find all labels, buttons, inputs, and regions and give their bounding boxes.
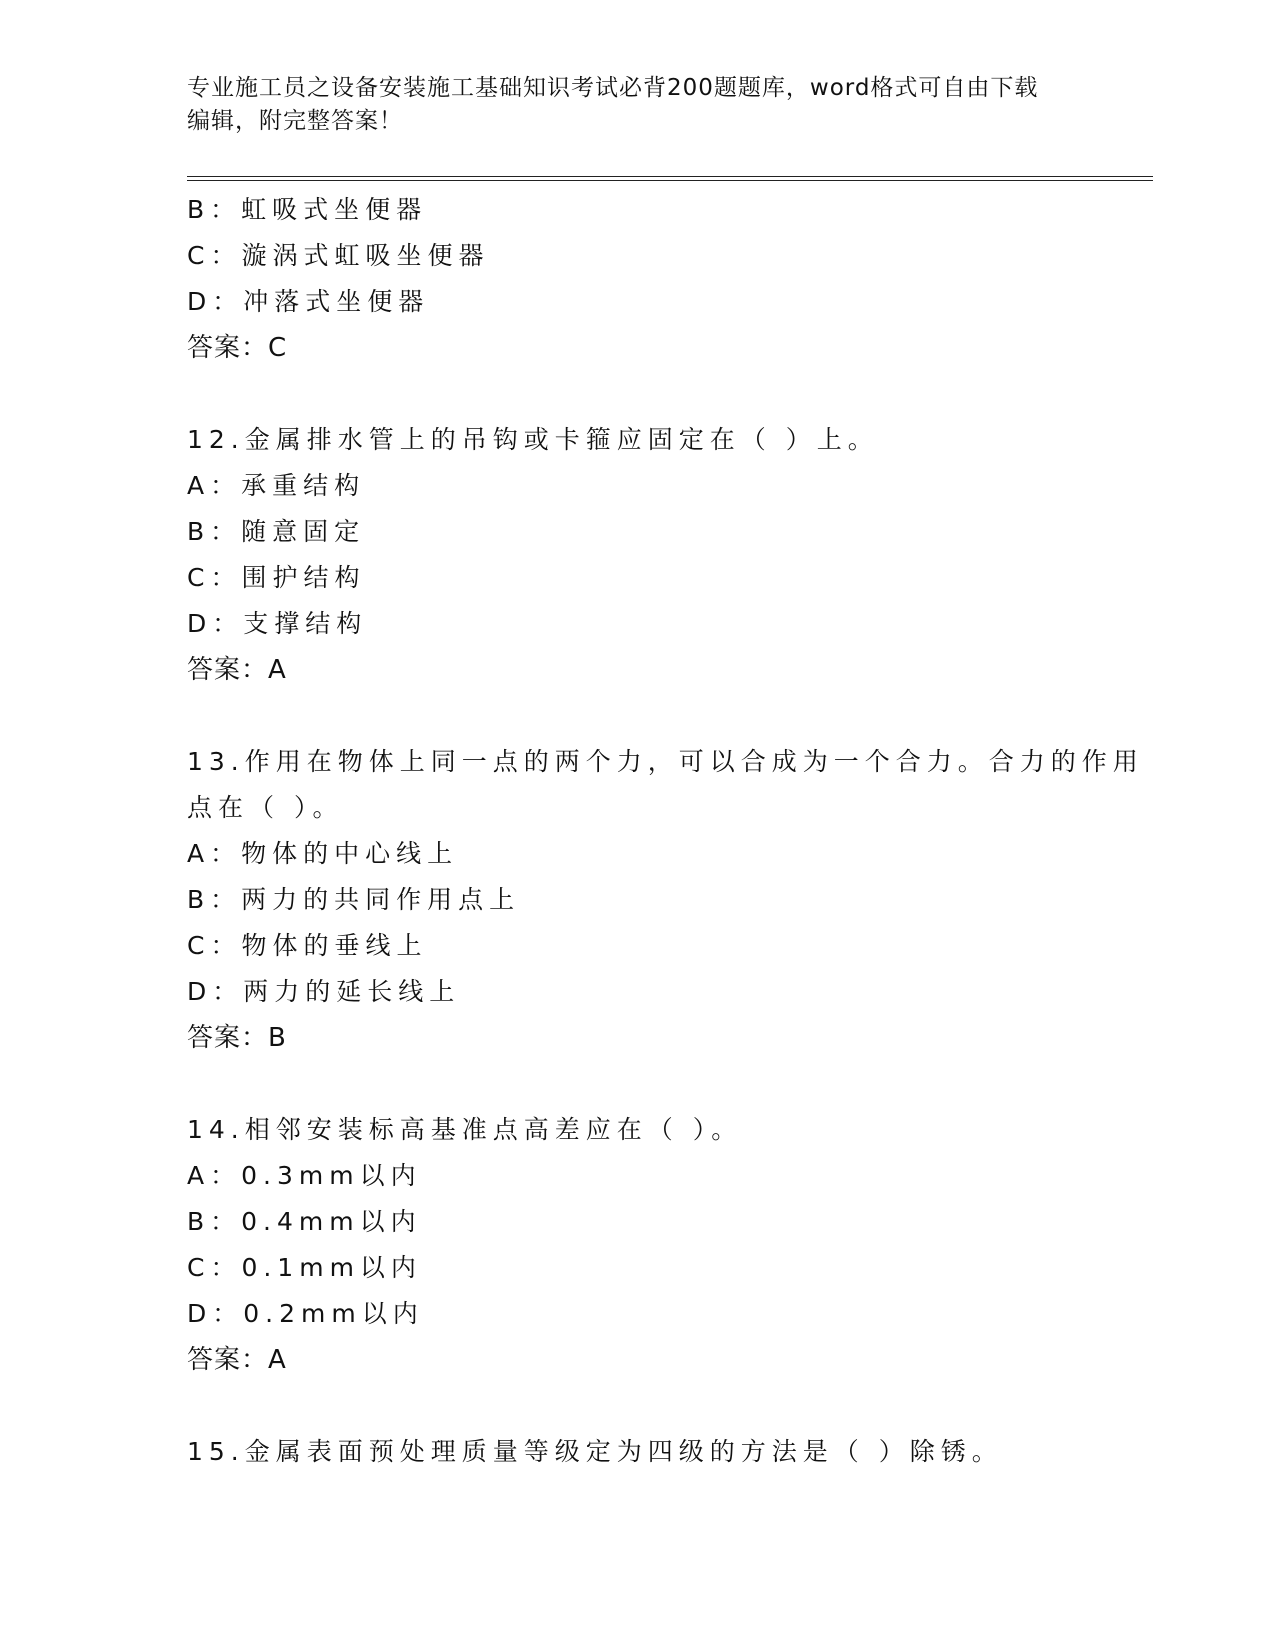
option-d: D：0.2mm以内 — [187, 1299, 424, 1328]
header-title-line-2: 编辑，附完整答案！ — [187, 108, 403, 134]
option-a: A：0.3mm以内 — [187, 1161, 422, 1190]
question-text-line-2: 点在（ ）。 — [187, 793, 344, 822]
question-text-line-1: 13.作用在物体上同一点的两个力，可以合成为一个合力。合力的作用 — [187, 747, 1144, 776]
option-a: A：物体的中心线上 — [187, 839, 459, 868]
option-c: C：0.1mm以内 — [187, 1253, 422, 1282]
question-text: 15.金属表面预处理质量等级定为四级的方法是（ ）除锈。 — [187, 1437, 1003, 1466]
answer: 答案：A — [187, 1345, 287, 1375]
option-d: D：冲落式坐便器 — [187, 287, 430, 316]
spacer — [187, 1061, 1087, 1107]
option-b: B：两力的共同作用点上 — [187, 885, 521, 914]
question-text: 12.金属排水管上的吊钩或卡箍应固定在（ ）上。 — [187, 425, 879, 454]
option-c: C：围护结构 — [187, 563, 366, 592]
spacer — [187, 693, 1087, 739]
document-header — [187, 72, 1087, 138]
question-13 — [187, 739, 1144, 1061]
answer: 答案：A — [187, 655, 287, 685]
option-b: B：随意固定 — [187, 517, 366, 546]
option-a: A：承重结构 — [187, 471, 366, 500]
question-11-continued — [187, 187, 1087, 371]
question-14 — [187, 1107, 1087, 1383]
option-b: B：虹吸式坐便器 — [187, 195, 428, 224]
question-text: 14.相邻安装标高基准点高差应在（ ）。 — [187, 1115, 743, 1144]
question-12 — [187, 417, 1087, 693]
option-d: D：支撑结构 — [187, 609, 368, 638]
header-divider — [187, 176, 1153, 181]
spacer — [187, 1383, 1087, 1429]
option-d: D：两力的延长线上 — [187, 977, 461, 1006]
answer: 答案：B — [187, 1023, 287, 1053]
header-title-line-1: 专业施工员之设备安装施工基础知识考试必背200题题库，word格式可自由下载 — [187, 75, 1039, 101]
question-list — [187, 187, 1144, 1475]
spacer — [187, 371, 1087, 417]
answer: 答案：C — [187, 333, 288, 363]
option-c: C：漩涡式虹吸坐便器 — [187, 241, 490, 270]
option-c: C：物体的垂线上 — [187, 931, 428, 960]
option-b: B：0.4mm以内 — [187, 1207, 422, 1236]
question-15 — [187, 1429, 1087, 1475]
